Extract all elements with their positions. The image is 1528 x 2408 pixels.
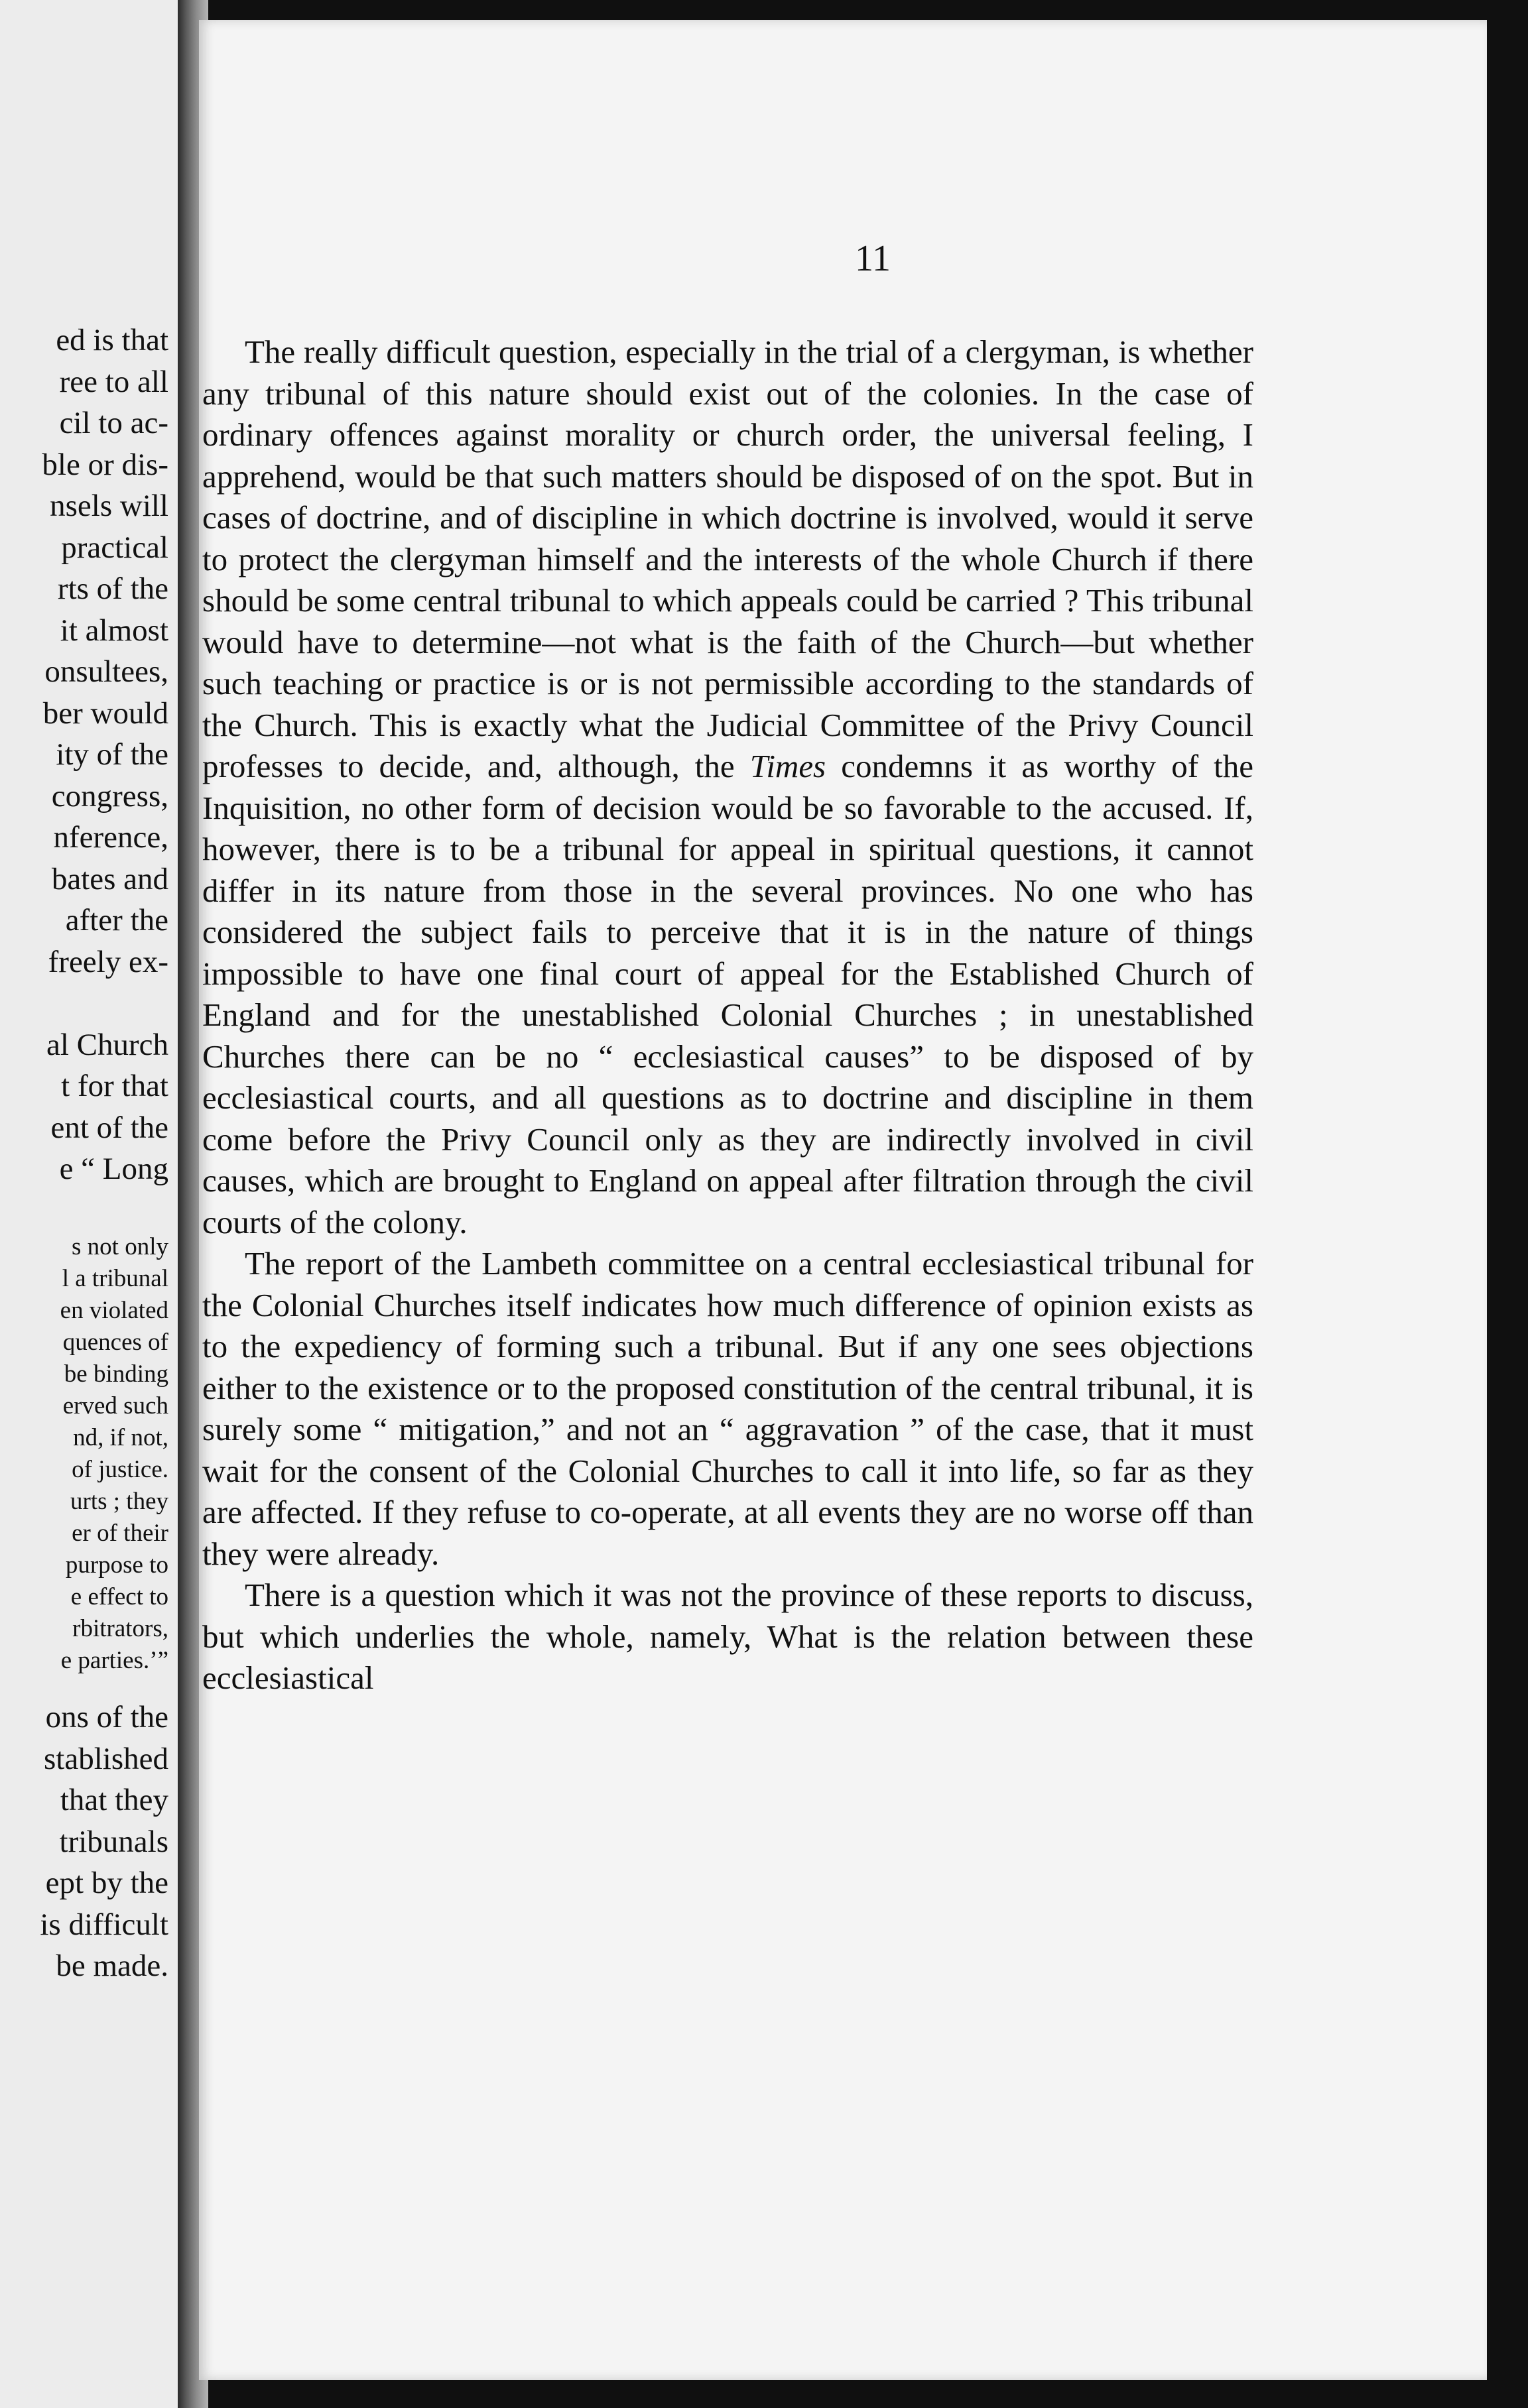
- left-footnote-line: purpose to: [65, 1551, 168, 1579]
- left-text-line: al Church: [46, 1027, 168, 1062]
- paragraph-gap: [0, 1190, 168, 1232]
- left-footnote-line: nd, if not,: [73, 1424, 168, 1451]
- paragraph-text: The really difficult question, especially in the trial of a clergyman, is whether any tribunal of this nature should exist out of the colonies. In the case of ordinary offences against morality or church order, the universal feeling, I apprehend, would be that such matters should be disposed of on the spot. But in cases of doctrine, and of discipline in which doctrine is involved, would it serve to protect the clergyman himself and the interests of the whole Church if there should be some central tribunal to which appeals could be carried ? This tribunal would have to determine—not what is the faith of the Church—but whether such teaching or practice is or is not permissible according to the standards of the Church. This is exactly what the Judicial Committee of the Privy Council professes to decide, and, although, the: [202, 333, 1253, 784]
- left-text-line: ent of the: [50, 1110, 168, 1145]
- left-footnote-line: e parties.’”: [60, 1647, 168, 1674]
- left-text-line: nference,: [53, 820, 168, 855]
- left-text-line: ble or dis-: [42, 447, 168, 482]
- left-text-line: practical: [61, 530, 168, 565]
- left-text-line: onsultees,: [44, 654, 168, 689]
- left-text-line: t for that: [61, 1069, 168, 1103]
- paragraph: There is a question which it was not the province of these reports to discuss, but which underlies the whole, namely, What is the relation between these ecclesiastical: [202, 1577, 1253, 1696]
- left-text-line: it almost: [60, 613, 168, 648]
- paragraph-gap: [0, 1677, 168, 1697]
- left-text-line: tribunals: [59, 1824, 168, 1859]
- left-text-line: congress,: [51, 778, 168, 813]
- left-footnote-line: erved such: [62, 1392, 168, 1419]
- left-footnote-line: en violated: [60, 1297, 168, 1324]
- left-text-line: ber would: [42, 695, 168, 731]
- left-text-line: ree to all: [59, 364, 168, 399]
- paragraph-text: condemns it as worthy of the Inquisition, no other form of decision would be so favorable to the accused. If, however, there is to be a tribunal for appeal in spiritual questions, it cannot differ in its nature from those in the several provinces. No one who has considered the subject fails to perceive that it is in the nature of things impossible to have one final court of appeal for the Established Church of England and for the unestablished Colonial Churches ; in unestablished Churches there can be no “ ecclesiastical causes” to be disposed of by ecclesiastical courts, and all questions as to doctrine and discipline in them come before the Privy Council only as they are indirectly involved in civil causes, which are brought to England on appeal after filtration through the civil courts of the colony.: [202, 748, 1253, 1240]
- left-text-line: that they: [60, 1783, 168, 1817]
- left-footnote-line: l a tribunal: [62, 1265, 168, 1292]
- left-footnote-line: of justice.: [72, 1456, 168, 1483]
- left-text-line: stablished: [44, 1741, 168, 1776]
- paragraph-gap: [0, 983, 168, 1024]
- page-number: 11: [855, 238, 891, 279]
- left-text-line: freely ex-: [48, 944, 168, 979]
- left-footnote-line: e effect to: [70, 1583, 168, 1610]
- paragraph: [202, 331, 1253, 1243]
- left-text-line: be made.: [56, 1949, 168, 1983]
- left-text-line: is difficult: [40, 1907, 168, 1942]
- previous-page-fragment: [0, 0, 180, 2408]
- left-text-line: ept by the: [45, 1866, 168, 1900]
- left-text-line: ed is that: [56, 323, 168, 357]
- left-footnote-line: be binding: [64, 1360, 168, 1388]
- paragraph: The report of the Lambeth committee on a central ecclesiastical tribunal for the Colonial Churches itself indicates how much difference of opinion exists as to the expediency of forming such a tribunal. But if any one sees objections either to the existence or to the proposed constitution of the central tribunal, it is surely some “ mitigation,” and not an “ aggravation ” of the case, that it must wait for the consent of the Colonial Churches to call it into life, so far as they are affected. If they refuse to co-operate, at all events they are no worse off than they were already.: [202, 1245, 1253, 1572]
- left-text-line: rts of the: [57, 572, 168, 606]
- italic-title: Times: [749, 748, 826, 784]
- left-footnote-line: quences of: [62, 1329, 168, 1356]
- left-footnote-line: urts ; they: [70, 1488, 168, 1515]
- page-body: [202, 331, 1253, 1699]
- left-text-line: e “ Long: [59, 1152, 168, 1186]
- left-text-line: after the: [65, 903, 168, 937]
- left-text-line: cil to ac-: [59, 406, 168, 440]
- left-footnote-line: s not only: [72, 1233, 168, 1260]
- left-text-line: bates and: [51, 861, 168, 896]
- previous-page-text: [0, 320, 168, 1987]
- left-footnote-line: er of their: [72, 1520, 168, 1547]
- left-text-line: ity of the: [56, 737, 168, 772]
- left-footnote-line: rbitrators,: [72, 1615, 168, 1642]
- left-text-line: nsels will: [50, 489, 168, 523]
- current-page: [199, 20, 1487, 2380]
- left-text-line: ons of the: [45, 1700, 168, 1734]
